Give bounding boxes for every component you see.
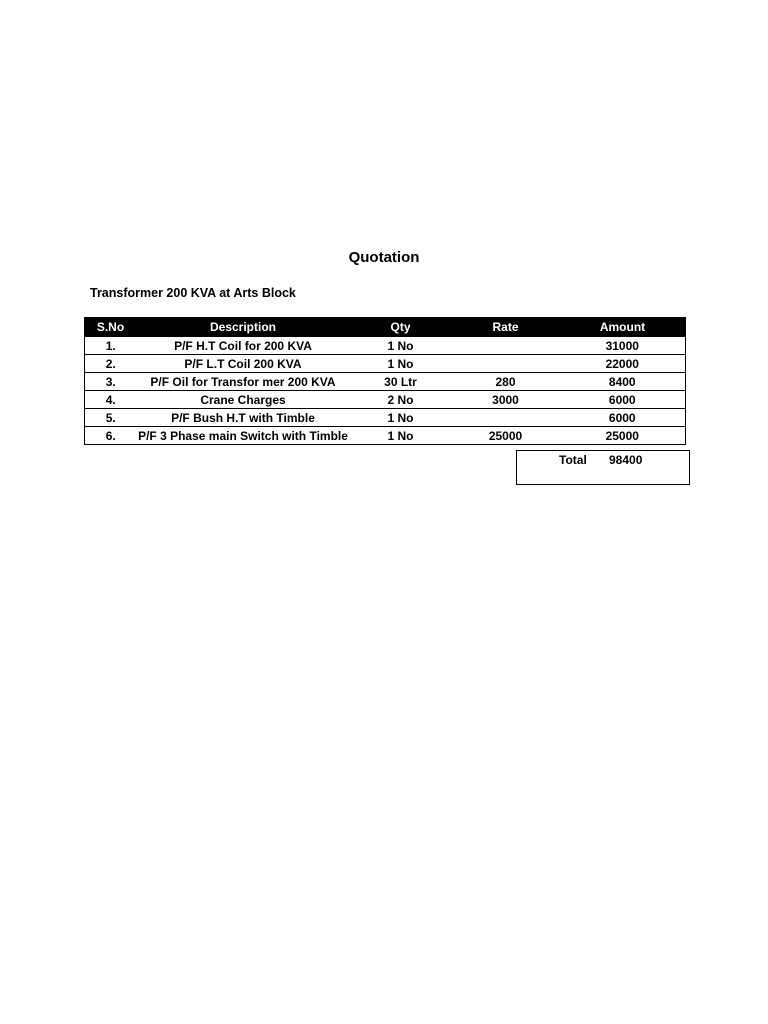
document-subtitle: Transformer 200 KVA at Arts Block: [90, 286, 296, 300]
cell-rate: [452, 355, 560, 373]
quotation-table: [84, 317, 686, 445]
cell-sno: 3.: [85, 373, 137, 391]
cell-sno: 4.: [85, 391, 137, 409]
table-row: [85, 409, 686, 427]
cell-rate: 3000: [452, 391, 560, 409]
cell-amount: 8400: [560, 373, 686, 391]
header-rate: Rate: [452, 318, 560, 337]
cell-rate: 280: [452, 373, 560, 391]
cell-sno: 5.: [85, 409, 137, 427]
total-box: [516, 450, 690, 485]
cell-rate: [452, 409, 560, 427]
cell-description: P/F H.T Coil for 200 KVA: [137, 337, 350, 355]
cell-qty: 1 No: [350, 427, 452, 445]
header-sno: S.No: [85, 318, 137, 337]
header-qty: Qty: [350, 318, 452, 337]
table-row: [85, 355, 686, 373]
header-amount: Amount: [560, 318, 686, 337]
total-label: Total: [559, 453, 587, 467]
table-row: [85, 391, 686, 409]
cell-qty: 1 No: [350, 355, 452, 373]
cell-description: P/F Oil for Transfor mer 200 KVA: [137, 373, 350, 391]
cell-description: P/F L.T Coil 200 KVA: [137, 355, 350, 373]
cell-amount: 31000: [560, 337, 686, 355]
cell-sno: 2.: [85, 355, 137, 373]
table-row: [85, 373, 686, 391]
cell-sno: 6.: [85, 427, 137, 445]
cell-description: P/F 3 Phase main Switch with Timble: [138, 428, 348, 443]
table-row: [85, 427, 686, 445]
total-value: 98400: [609, 453, 643, 467]
cell-qty: 1 No: [350, 409, 452, 427]
table-header-row: [85, 318, 686, 337]
cell-amount: 22000: [560, 355, 686, 373]
cell-sno: 1.: [85, 337, 137, 355]
cell-qty: 2 No: [350, 391, 452, 409]
cell-qty: 1 No: [350, 337, 452, 355]
cell-description: P/F Bush H.T with Timble: [137, 409, 350, 427]
cell-qty: 30 Ltr: [350, 373, 452, 391]
cell-amount: 25000: [560, 427, 686, 445]
document-title: Quotation: [348, 249, 420, 266]
cell-rate: [452, 337, 560, 355]
cell-amount: 6000: [560, 409, 686, 427]
cell-rate: 25000: [452, 427, 560, 445]
cell-amount: 6000: [560, 391, 686, 409]
table-row: [85, 337, 686, 355]
cell-description: Crane Charges: [137, 391, 350, 409]
header-description: Description: [137, 318, 350, 337]
